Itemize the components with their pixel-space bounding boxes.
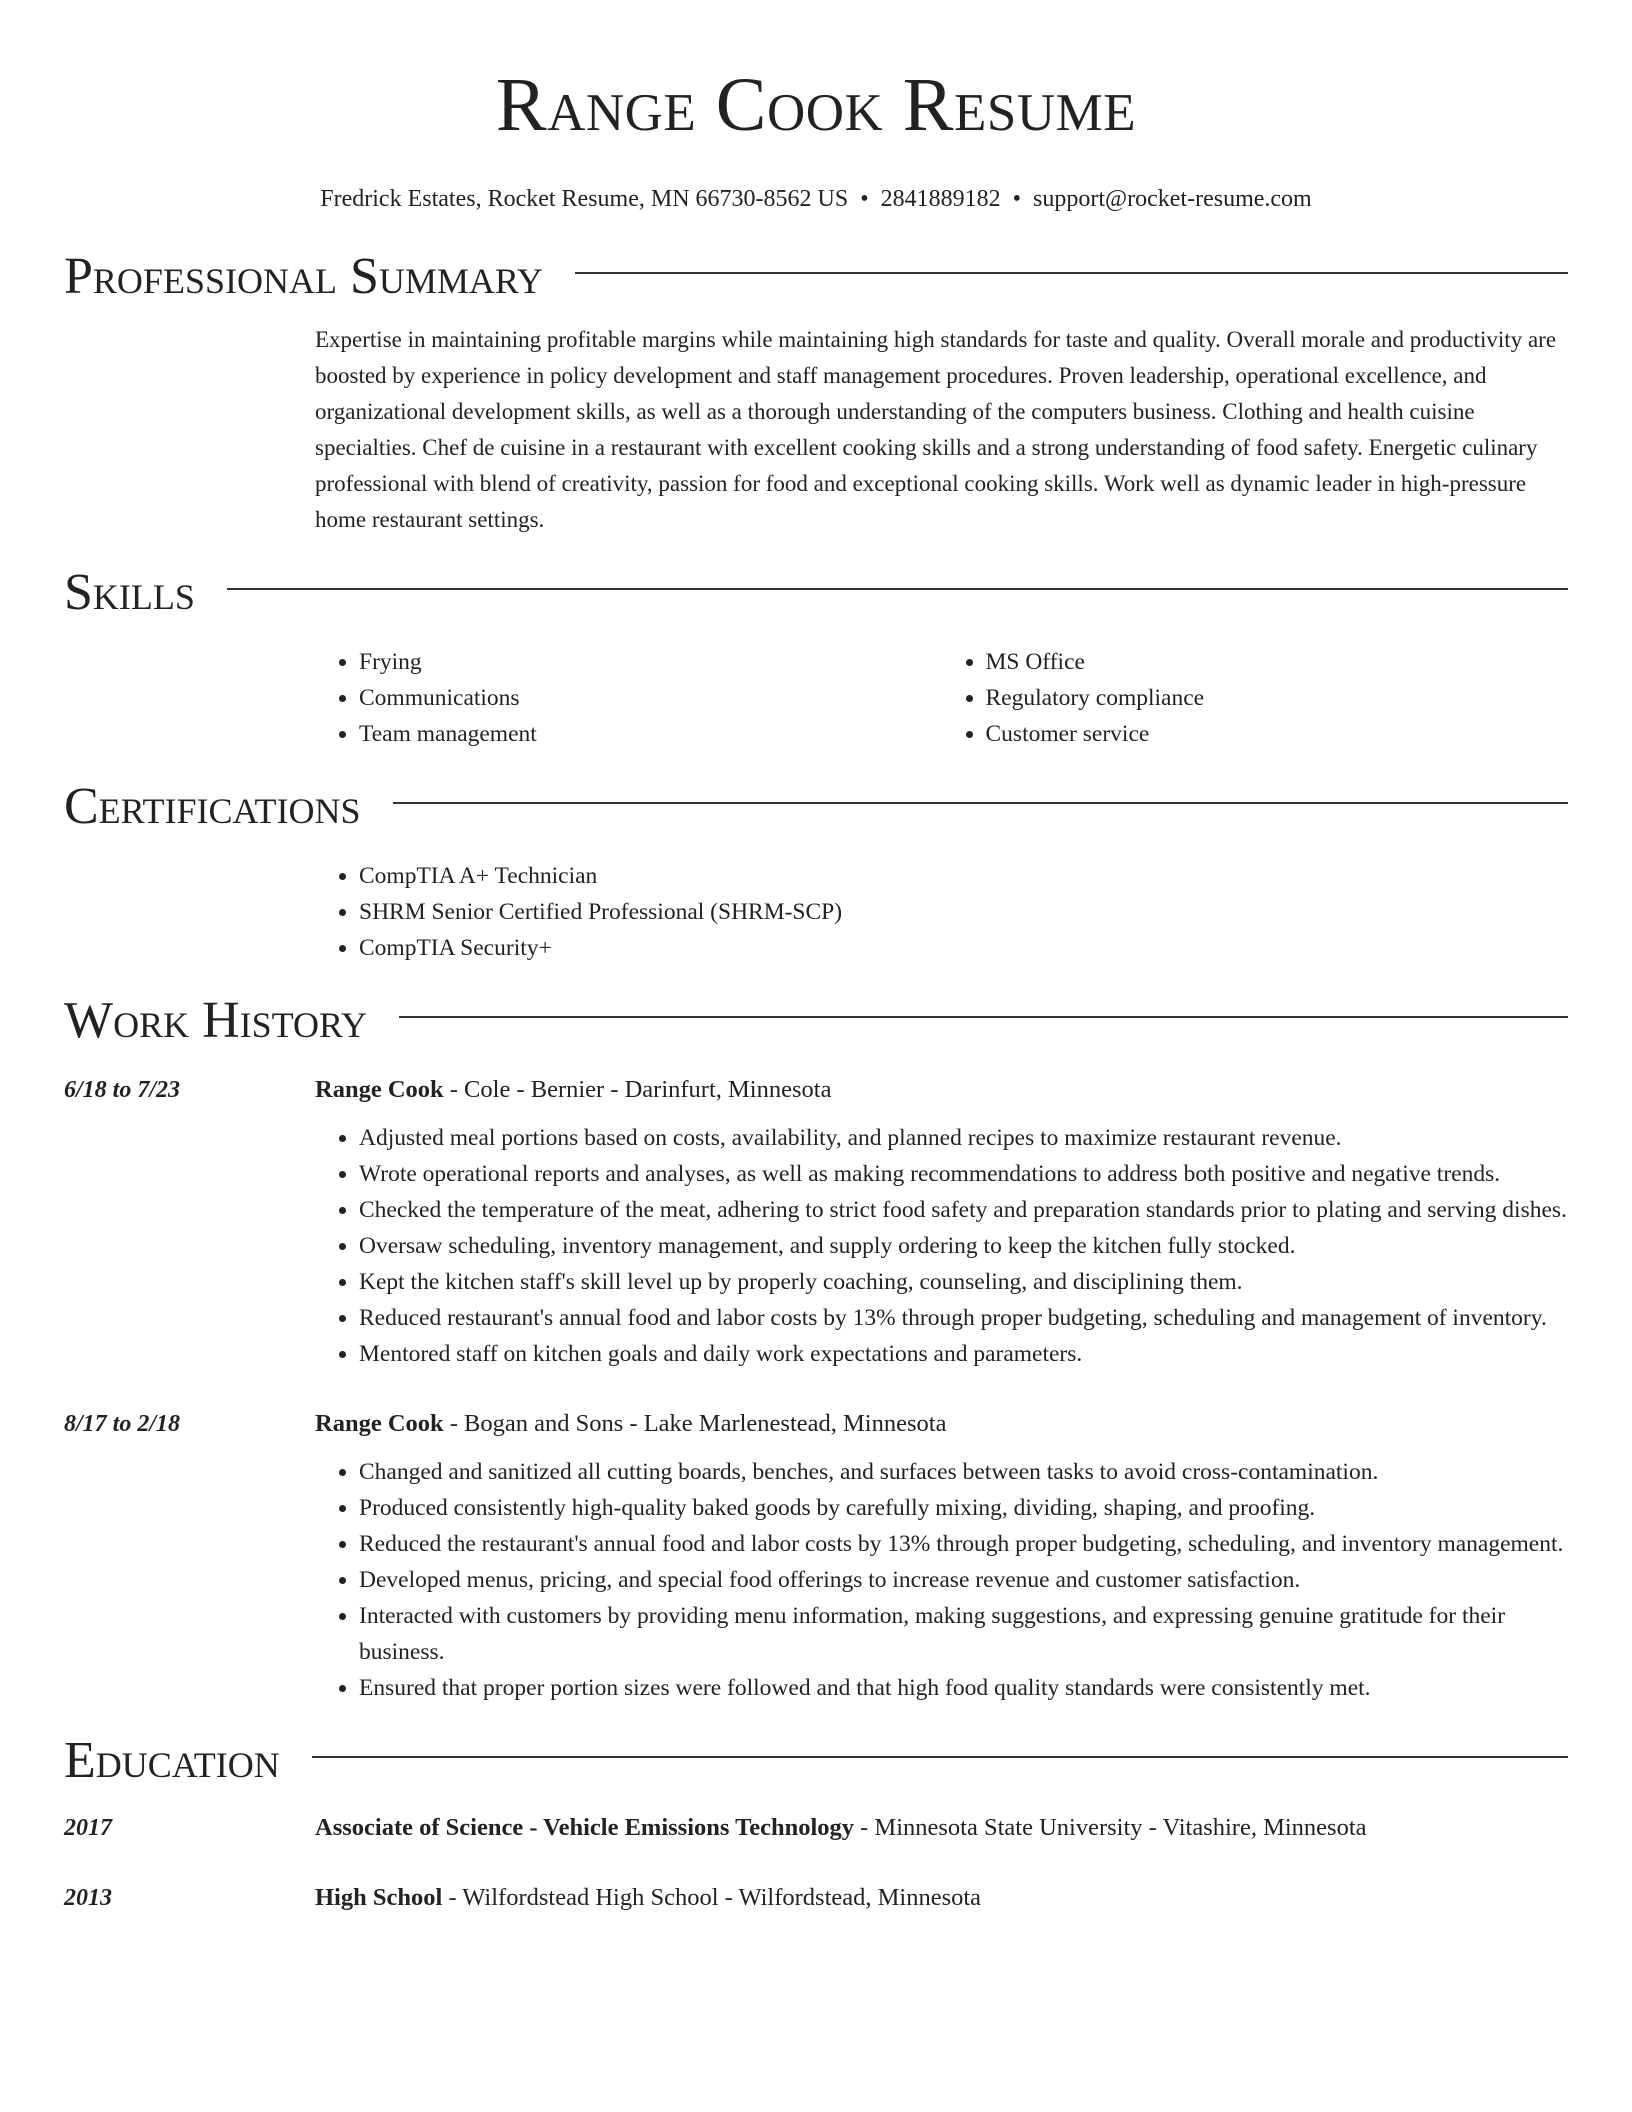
education-header <box>64 1726 1568 1796</box>
section-divider <box>399 1016 1568 1018</box>
job-bullets <box>315 1120 1568 1372</box>
job-bullet: • Wrote operational reports and analyses, as well as making recommendations to address both positive and negative trends. <box>359 1156 1568 1192</box>
resume-title: Range Cook Resume <box>495 63 1137 147</box>
section-divider <box>227 588 1568 590</box>
certifications-list <box>315 858 1568 966</box>
job-header <box>64 1072 1568 1108</box>
section-divider <box>575 272 1568 274</box>
certifications-header <box>64 772 1568 842</box>
work-history-header <box>64 986 1568 1056</box>
job-bullet: • Reduced restaurant's annual food and labor costs by 13% through proper budgeting, scheduling and management of inventory. <box>359 1300 1568 1336</box>
skill-item: • Team management <box>359 716 942 752</box>
job-bullet: • Changed and sanitized all cutting boards, benches, and surfaces between tasks to avoid cross-contamination. <box>359 1454 1568 1490</box>
contact-separator: • <box>860 186 869 212</box>
skills-body <box>315 644 1568 752</box>
job-dates: 6/18 to 7/23 <box>64 1077 181 1103</box>
skills-section <box>64 558 1568 752</box>
job-bullets <box>315 1454 1568 1706</box>
skills-grid <box>315 644 1568 752</box>
summary-text: Expertise in maintaining profitable margins while maintaining high standards for taste and quality. Overall morale and productivity are boosted by experience in policy development and staff management procedures. Proven leadership, operational excellence, and organizational development skills, as well as a thorough understanding of the computers business. Clothing and health cuisine specialties. Chef de cuisine in a restaurant with excellent cooking skills and a strong understanding of food safety. Energetic culinary professional with blend of creativity, passion for food and exceptional cooking skills. Work well as dynamic leader in high-pressure home restaurant settings. <box>315 327 1557 532</box>
education-line <box>315 1810 1367 1846</box>
job-bullet: • Oversaw scheduling, inventory management, and supply ordering to keep the kitchen fully stocked. <box>359 1228 1568 1264</box>
section-divider <box>393 802 1568 804</box>
education-entry <box>64 1880 1568 1916</box>
contact-line <box>64 184 1568 214</box>
education-year: 2017 <box>64 1815 112 1841</box>
education-degree: High School <box>315 1884 443 1911</box>
section-title-summary: Professional Summary <box>64 248 543 305</box>
education-entry <box>64 1810 1568 1846</box>
skill-item: • Communications <box>359 680 942 716</box>
summary-body <box>315 322 1568 538</box>
certifications-body <box>315 858 1568 966</box>
summary-section <box>64 242 1568 538</box>
section-title-work-history: Work History <box>64 992 368 1049</box>
job-bullet-list <box>315 1454 1568 1706</box>
job-employer: - Bogan and Sons - Lake Marlenestead, Minnesota <box>443 1410 947 1437</box>
section-divider <box>312 1756 1568 1758</box>
contact-address: Fredrick Estates, Rocket Resume, MN 66730-8562 US <box>320 186 849 212</box>
contact-phone: 2841889182 <box>880 186 1001 212</box>
skill-item: • Customer service <box>986 716 1569 752</box>
job-role: Range Cook <box>315 1076 444 1103</box>
job-bullet: • Kept the kitchen staff's skill level up by properly coaching, counseling, and disciplining them. <box>359 1264 1568 1300</box>
job-entry <box>64 1072 1568 1372</box>
skill-item: • Frying <box>359 644 942 680</box>
section-title-education: Education <box>64 1732 280 1789</box>
job-bullet: • Mentored staff on kitchen goals and daily work expectations and parameters. <box>359 1336 1568 1372</box>
education-line <box>315 1880 981 1916</box>
section-title-certifications: Certifications <box>64 778 361 835</box>
skills-list-left <box>315 644 942 752</box>
job-title-line <box>315 1406 946 1442</box>
skill-item: • MS Office <box>986 644 1569 680</box>
education-degree: Associate of Science - Vehicle Emissions Technology <box>315 1814 855 1841</box>
work-history-section <box>64 986 1568 1706</box>
certification-item: • CompTIA A+ Technician <box>359 858 1568 894</box>
skills-list-right <box>942 644 1569 752</box>
education-school: - Minnesota State University - Vitashire, Minnesota <box>854 1814 1367 1841</box>
job-bullet: • Interacted with customers by providing menu information, making suggestions, and expressing genuine gratitude for their business. <box>359 1598 1568 1670</box>
job-bullet: • Reduced the restaurant's annual food and labor costs by 13% through proper budgeting, scheduling, and inventory management. <box>359 1526 1568 1562</box>
job-bullet: • Ensured that proper portion sizes were followed and that high food quality standards were consistently met. <box>359 1670 1568 1706</box>
job-entry <box>64 1406 1568 1706</box>
education-year: 2013 <box>64 1885 112 1911</box>
education-school: - Wilfordstead High School - Wilfordstead, Minnesota <box>442 1884 982 1911</box>
job-header <box>64 1406 1568 1442</box>
skill-item: • Regulatory compliance <box>986 680 1569 716</box>
job-dates: 8/17 to 2/18 <box>64 1411 181 1437</box>
certification-item: • CompTIA Security+ <box>359 930 1568 966</box>
job-bullet: • Adjusted meal portions based on costs, availability, and planned recipes to maximize restaurant revenue. <box>359 1120 1568 1156</box>
job-employer: - Cole - Bernier - Darinfurt, Minnesota <box>443 1076 832 1103</box>
job-bullet: • Produced consistently high-quality baked goods by carefully mixing, dividing, shaping, and proofing. <box>359 1490 1568 1526</box>
contact-separator: • <box>1012 186 1022 212</box>
summary-header <box>64 242 1568 312</box>
education-section <box>64 1726 1568 1916</box>
job-title-line <box>315 1072 831 1108</box>
job-bullet: • Developed menus, pricing, and special food offerings to increase revenue and customer satisfaction. <box>359 1562 1568 1598</box>
certification-item: • SHRM Senior Certified Professional (SHRM-SCP) <box>359 894 1568 930</box>
certifications-section <box>64 772 1568 966</box>
section-title-skills: Skills <box>64 564 195 621</box>
contact-email: support@rocket-resume.com <box>1033 186 1312 212</box>
job-bullet: • Checked the temperature of the meat, adhering to strict food safety and preparation standards prior to plating and serving dishes. <box>359 1192 1568 1228</box>
job-role: Range Cook <box>315 1410 444 1437</box>
job-bullet-list <box>315 1120 1568 1372</box>
skills-header <box>64 558 1568 628</box>
